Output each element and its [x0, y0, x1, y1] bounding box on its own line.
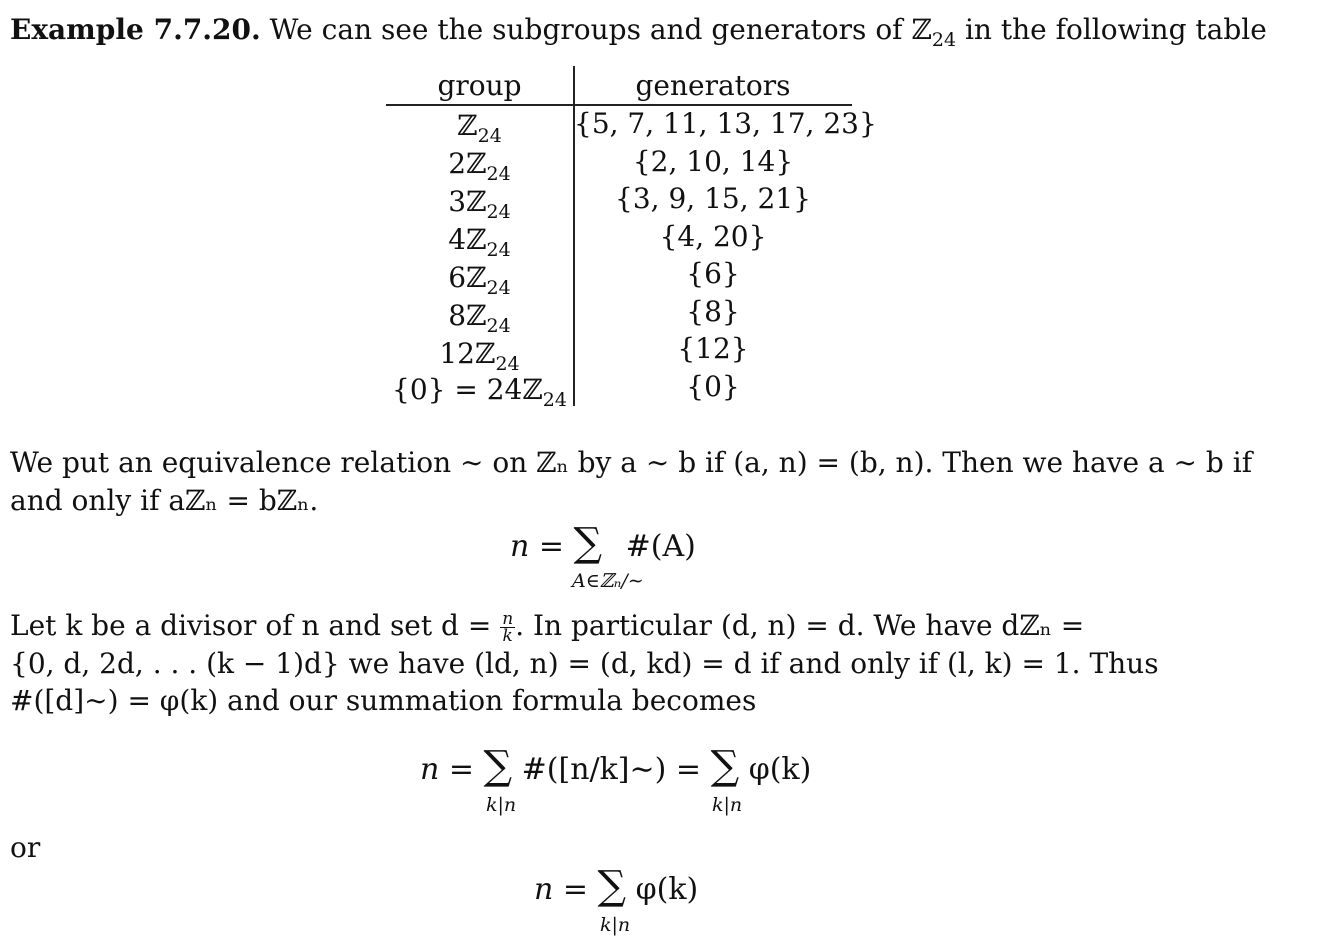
intro-text-after: in the following table	[956, 13, 1267, 46]
sum-icon: ∑	[597, 863, 627, 909]
para2-line1b: . In particular (d, n) = d. We have dℤₙ =	[515, 609, 1085, 642]
eq2-under2: k|n	[712, 794, 743, 816]
equation-3	[534, 863, 699, 909]
equation-1	[510, 520, 696, 566]
para2-line1a: Let k be a divisor of n and set d =	[10, 609, 492, 642]
para2-line1	[10, 608, 1084, 644]
table-row-generators: {4, 20}	[659, 220, 767, 253]
table-row-group: 6ℤ$_{24}$	[448, 261, 511, 299]
fraction-n-over-k: $\frac{n}{k}$	[502, 609, 514, 646]
para1-line1: We put an equivalence relation ∼ on ℤₙ by a ∼ b if (a, n) = (b, n). Then we have a ∼ b if	[10, 446, 1253, 479]
intro-text: We can see the subgroups and generators of ℤ	[269, 13, 932, 46]
table-row-generators: {8}	[686, 295, 740, 328]
eq2-body2: φ(k)	[748, 752, 812, 787]
table-row-group: 12ℤ$_{24}$	[439, 337, 520, 375]
sum-icon: ∑	[573, 520, 603, 566]
table-row-generators: {2, 10, 14}	[632, 145, 794, 178]
para2-line3: #([d]∼) = φ(k) and our summation formula becomes	[10, 684, 757, 717]
para2-line2: {0, d, 2d, . . . (k − 1)d} we have (ld, n) = (d, kd) = d if and only if (l, k) = 1. Thus	[10, 647, 1159, 680]
example-label: Example 7.7.20.	[10, 13, 261, 46]
table-row-generators: {0}	[686, 370, 740, 403]
table-row-group: 3ℤ$_{24}$	[448, 185, 511, 223]
eq1-lhs: n =	[510, 529, 564, 564]
table-row-group: 4ℤ$_{24}$	[448, 223, 511, 261]
table-row-group: ℤ$_{24}$	[457, 109, 502, 147]
intro-line	[10, 12, 1267, 51]
eq3-lhs: n =	[534, 872, 588, 907]
para1-line2: and only if aℤₙ = bℤₙ.	[10, 484, 319, 517]
table-row-generators: {6}	[686, 257, 740, 290]
table-row-group: 8ℤ$_{24}$	[448, 299, 511, 337]
equation-2	[420, 743, 812, 789]
eq2-under1: k|n	[486, 794, 517, 816]
header-generators: generators	[635, 69, 791, 102]
eq3-body: φ(k)	[635, 872, 699, 907]
table-row-group: 2ℤ$_{24}$	[448, 147, 511, 185]
table-row-generators: {12}	[677, 332, 749, 365]
sum-icon: ∑	[710, 743, 740, 789]
table-row-group: {0} = 24ℤ$_{24}$	[392, 373, 567, 411]
eq1-body: #(A)	[625, 529, 696, 564]
table-row-generators: {5, 7, 11, 13, 17, 23}	[574, 107, 877, 140]
sum-icon: ∑	[483, 743, 513, 789]
eq2-lhs: n =	[420, 752, 474, 787]
eq1-under: A∈ℤₙ/∼	[572, 570, 644, 592]
or-text: or	[10, 831, 41, 864]
eq3-under: k|n	[600, 914, 631, 936]
header-group: group	[437, 69, 522, 102]
eq2-body1: #([n/k]∼) =	[521, 752, 702, 787]
table-row-generators: {3, 9, 15, 21}	[615, 182, 811, 215]
subgroups-table	[386, 66, 877, 411]
intro-subscript: 24	[931, 29, 957, 51]
